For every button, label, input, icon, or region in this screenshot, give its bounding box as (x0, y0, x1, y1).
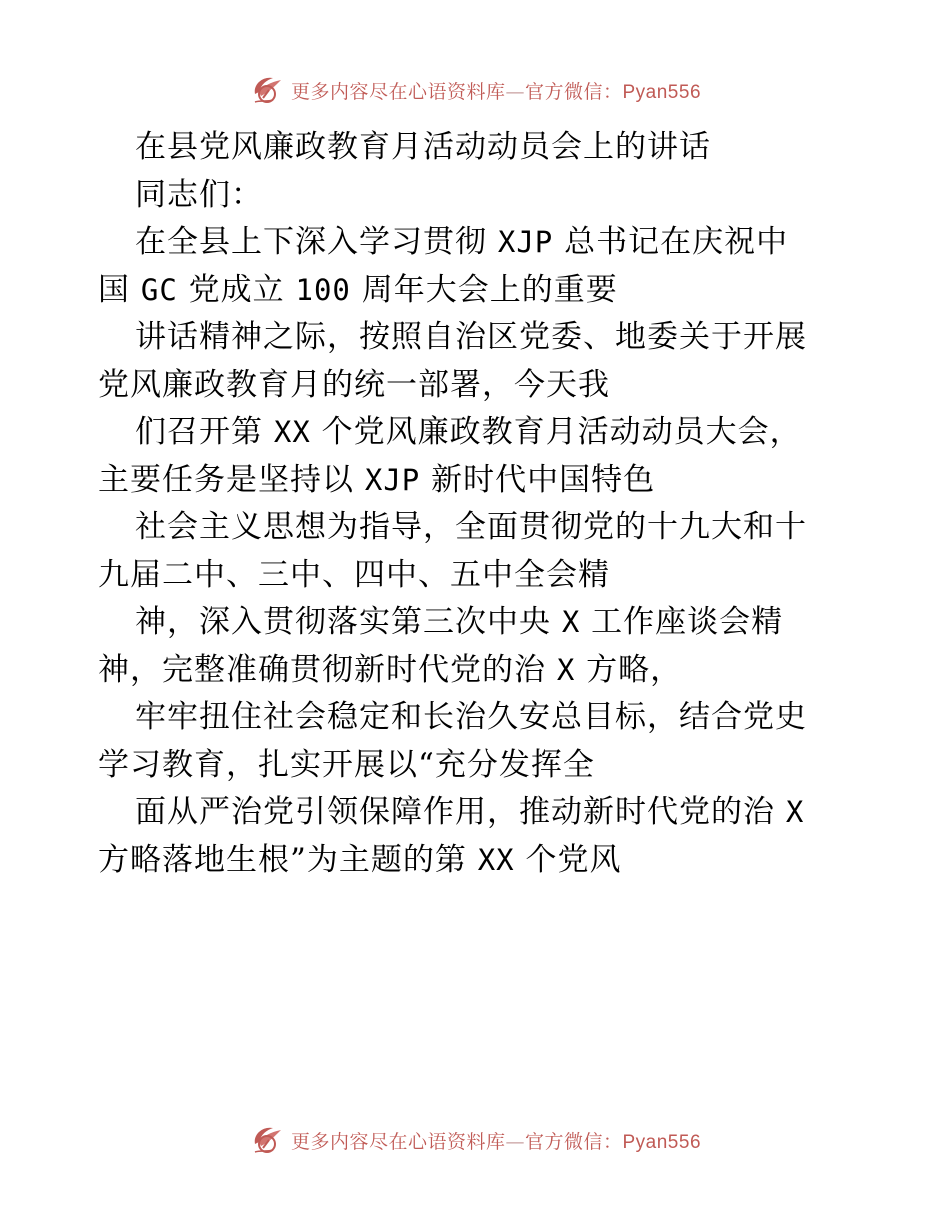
header-watermark (0, 70, 950, 110)
paragraph-line: 主要任务是坚持以 XJP 新时代中国特色 (98, 461, 656, 498)
paragraph-line: 牢牢扭住社会稳定和长治久安总目标，结合党史 (135, 699, 807, 735)
paragraph-line: 九届二中、三中、四中、五中全会精 (98, 556, 610, 593)
quill-logo-icon (249, 72, 285, 108)
paragraph-line: 神，完整准确贯彻新时代党的治 X 方略， (98, 651, 683, 688)
paragraph-line: 神，深入贯彻落实第三次中央 X 工作座谈会精 (135, 604, 784, 640)
document-body (98, 124, 858, 884)
paragraph-line: 面从严治党引领保障作用，推动新时代党的治 X (135, 794, 805, 830)
paragraph-line: 方略落地生根”为主题的第 XX 个党风 (98, 841, 622, 878)
header-watermark-text: 更多内容尽在心语资料库—官方微信：Pyan556 (290, 80, 702, 103)
paragraph-line: 在全县上下深入学习贯彻 XJP 总书记在庆祝中 (135, 224, 789, 260)
salutation: 同志们： (135, 176, 263, 213)
paragraph-line: 讲话精神之际，按照自治区党委、地委关于开展 (135, 319, 807, 355)
paragraph-line: 党风廉政教育月的统一部署，今天我 (98, 366, 610, 403)
paragraph-line: 国 GC 党成立 100 周年大会上的重要 (98, 271, 618, 308)
paragraph-line: 们召开第 XX 个党风廉政教育月活动动员大会， (135, 414, 802, 450)
document-title: 在县党风廉政教育月活动动员会上的讲话 (135, 129, 711, 165)
footer-watermark (0, 1120, 950, 1160)
paragraph-line: 社会主义思想为指导，全面贯彻党的十九大和十 (135, 509, 807, 545)
quill-logo-icon (249, 1122, 285, 1158)
paragraph-line: 学习教育，扎实开展以“充分发挥全 (98, 746, 595, 783)
footer-watermark-text: 更多内容尽在心语资料库—官方微信：Pyan556 (290, 1130, 702, 1153)
